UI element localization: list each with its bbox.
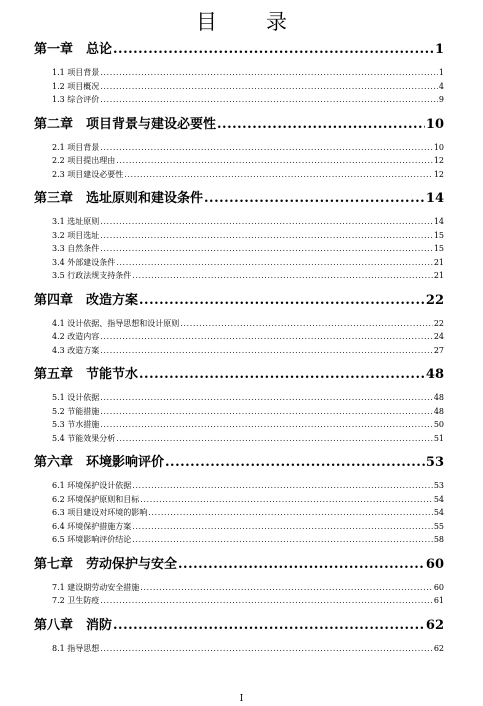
dot-leader <box>217 115 425 135</box>
toc-section-label: 3.5 行政法规支持条件 <box>52 271 132 280</box>
toc-section-page-number: 48 <box>433 406 444 416</box>
dot-leader <box>132 479 433 493</box>
toc-chapter-page-number: 10 <box>425 116 444 132</box>
toc-section-label: 3.4 外部建设条件 <box>52 257 116 267</box>
toc-section-label: 3.1 选址原则 <box>52 217 100 226</box>
toc-section-page-number: 61 <box>433 596 444 605</box>
chapter-spacer <box>34 181 444 189</box>
toc-section-page-number: 50 <box>433 420 444 429</box>
toc-section[interactable] <box>34 93 444 107</box>
toc-section[interactable] <box>34 594 444 608</box>
toc-section[interactable] <box>34 391 444 405</box>
dot-leader <box>100 642 433 656</box>
toc-section-label: 1.3 综合评价 <box>52 95 100 104</box>
toc-section[interactable] <box>34 493 444 507</box>
toc-section-page-number: 22 <box>433 318 444 328</box>
toc-chapter-label: 第六章 环境影响评价 <box>34 455 165 470</box>
toc-section-page-number: 62 <box>433 643 444 653</box>
toc-section-label: 3.2 项目选址 <box>52 230 100 240</box>
toc-section-page-number: 4 <box>438 81 444 91</box>
toc-section-page-number: 12 <box>433 169 444 179</box>
dot-leader <box>100 80 438 94</box>
toc-section[interactable] <box>34 344 444 358</box>
toc-section[interactable] <box>34 269 444 283</box>
toc-section[interactable] <box>34 520 444 534</box>
toc-section[interactable] <box>34 66 444 80</box>
toc-chapter[interactable] <box>34 291 444 311</box>
toc-section-page-number: 12 <box>433 156 444 165</box>
toc-section-page-number: 55 <box>433 521 444 531</box>
dot-leader <box>100 66 438 80</box>
toc-section-page-number: 51 <box>433 433 444 443</box>
dot-leader <box>132 533 433 547</box>
toc-chapter-label: 第一章 总论 <box>34 42 113 57</box>
dot-leader <box>204 189 425 209</box>
dot-leader <box>100 242 433 256</box>
dot-leader <box>116 256 433 270</box>
toc-chapter-label: 第七章 劳动保护与安全 <box>34 556 178 572</box>
toc-section-page-number: 21 <box>433 257 444 267</box>
chapter-spacer <box>34 357 444 365</box>
toc-chapter-page-number: 22 <box>425 292 444 308</box>
chapter-spacer <box>34 445 444 453</box>
chapter-spacer <box>34 107 444 115</box>
toc-chapter-page-number: 62 <box>425 617 444 633</box>
toc-section[interactable] <box>34 317 444 331</box>
toc-section-label: 2.2 项目提出理由 <box>52 156 116 165</box>
toc-section-label: 4.2 改造内容 <box>52 332 100 341</box>
toc-section[interactable] <box>34 168 444 182</box>
toc-section-label: 7.2 卫生防疫 <box>52 596 100 605</box>
toc-section-label: 1.2 项目概况 <box>52 81 100 91</box>
page-number-footer: I <box>239 694 244 704</box>
dot-leader <box>165 453 425 473</box>
toc-chapter-page-number: 60 <box>425 556 444 572</box>
toc-section-page-number: 1 <box>438 68 444 77</box>
toc-chapter[interactable] <box>34 365 444 385</box>
dot-leader <box>116 432 433 446</box>
toc-section-label: 2.3 项目建设必要性 <box>52 169 124 179</box>
toc-section[interactable] <box>34 432 444 446</box>
dot-leader <box>116 154 433 168</box>
toc-section-label: 5.1 设计依据 <box>52 393 100 402</box>
toc-section-label: 6.5 环境影响评价结论 <box>52 535 132 544</box>
dot-leader <box>178 555 425 575</box>
toc-section-label: 8.1 指导思想 <box>52 643 100 653</box>
dot-leader <box>100 344 433 358</box>
toc-section-page-number: 53 <box>433 481 444 490</box>
toc-section[interactable] <box>34 256 444 270</box>
dot-leader <box>100 594 433 608</box>
toc-chapter-label: 第三章 选址原则和建设条件 <box>34 191 204 206</box>
toc-section-page-number: 54 <box>433 508 444 517</box>
toc-section-label: 6.3 项目建设对环境的影响 <box>52 508 148 517</box>
toc-section[interactable] <box>34 581 444 595</box>
toc-section[interactable] <box>34 215 444 229</box>
dot-leader <box>100 229 433 243</box>
toc-section-page-number: 21 <box>433 271 444 280</box>
toc-section-label: 2.1 项目背景 <box>52 142 100 152</box>
chapter-spacer <box>34 608 444 616</box>
toc-chapter[interactable] <box>34 453 444 473</box>
toc-section-page-number: 15 <box>433 230 444 240</box>
toc-section[interactable] <box>34 642 444 656</box>
toc-section-label: 6.2 环境保护原则和目标 <box>52 494 140 504</box>
dot-leader <box>140 581 433 595</box>
toc-section-page-number: 24 <box>433 332 444 341</box>
toc-section[interactable] <box>34 154 444 168</box>
toc-section-page-number: 54 <box>433 494 444 504</box>
toc-section-label: 5.2 节能措施 <box>52 406 100 416</box>
toc-section-label: 1.1 项目背景 <box>52 68 100 77</box>
dot-leader <box>139 291 425 311</box>
toc-section-label: 6.1 环境保护设计依据 <box>52 481 132 490</box>
dot-leader <box>100 141 433 155</box>
dot-leader <box>113 40 434 60</box>
dot-leader <box>132 520 433 534</box>
toc-section-label: 3.3 自然条件 <box>52 244 100 253</box>
dot-leader <box>100 405 433 419</box>
toc-section-page-number: 58 <box>433 535 444 544</box>
toc-section-page-number: 60 <box>433 582 444 592</box>
toc-section-page-number: 48 <box>433 393 444 402</box>
dot-leader <box>139 365 425 385</box>
toc-chapter[interactable] <box>34 616 444 636</box>
toc-chapter-label: 第八章 消防 <box>34 617 113 633</box>
chapter-spacer <box>34 547 444 555</box>
dot-leader <box>100 215 433 229</box>
toc-chapter-page-number: 48 <box>425 367 444 382</box>
chapter-spacer <box>34 283 444 291</box>
toc-section-label: 7.1 建设期劳动安全措施 <box>52 582 140 592</box>
toc-chapter-label: 第二章 项目背景与建设必要性 <box>34 116 217 132</box>
table-of-contents <box>34 40 444 655</box>
toc-section[interactable] <box>34 242 444 256</box>
toc-section[interactable] <box>34 533 444 547</box>
dot-leader <box>113 616 425 636</box>
dot-leader <box>124 168 433 182</box>
toc-section-page-number: 27 <box>433 345 444 355</box>
toc-section[interactable] <box>34 330 444 344</box>
toc-chapter[interactable] <box>34 115 444 135</box>
toc-section-label: 5.4 节能效果分析 <box>52 433 116 443</box>
toc-section[interactable] <box>34 141 444 155</box>
toc-chapter-page-number: 53 <box>425 455 444 470</box>
dot-leader <box>100 391 433 405</box>
toc-section-page-number: 9 <box>438 95 444 104</box>
dot-leader <box>100 93 438 107</box>
toc-section[interactable] <box>34 229 444 243</box>
dot-leader <box>100 418 433 432</box>
toc-section-label: 4.3 改造方案 <box>52 345 100 355</box>
toc-chapter-page-number: 14 <box>425 191 444 206</box>
dot-leader <box>132 269 433 283</box>
toc-section-page-number: 14 <box>433 217 444 226</box>
toc-title: 目 录 <box>196 10 301 34</box>
toc-chapter[interactable] <box>34 189 444 209</box>
toc-section-page-number: 10 <box>433 142 444 152</box>
toc-section-label: 4.1 设计依据、指导思想和设计原则 <box>52 318 180 328</box>
toc-section[interactable] <box>34 506 444 520</box>
toc-section[interactable] <box>34 479 444 493</box>
toc-section[interactable] <box>34 80 444 94</box>
toc-section[interactable] <box>34 405 444 419</box>
dot-leader <box>180 317 433 331</box>
toc-section-label: 6.4 环境保护措施方案 <box>52 521 132 531</box>
dot-leader <box>140 493 433 507</box>
dot-leader <box>100 330 433 344</box>
toc-section-page-number: 15 <box>433 244 444 253</box>
toc-chapter[interactable] <box>34 40 444 60</box>
toc-chapter[interactable] <box>34 555 444 575</box>
toc-section-label: 5.3 节水措施 <box>52 420 100 429</box>
toc-chapter-label: 第五章 节能节水 <box>34 367 139 382</box>
dot-leader <box>148 506 433 520</box>
toc-section[interactable] <box>34 418 444 432</box>
toc-chapter-page-number: 1 <box>434 42 444 57</box>
toc-chapter-label: 第四章 改造方案 <box>34 292 139 308</box>
